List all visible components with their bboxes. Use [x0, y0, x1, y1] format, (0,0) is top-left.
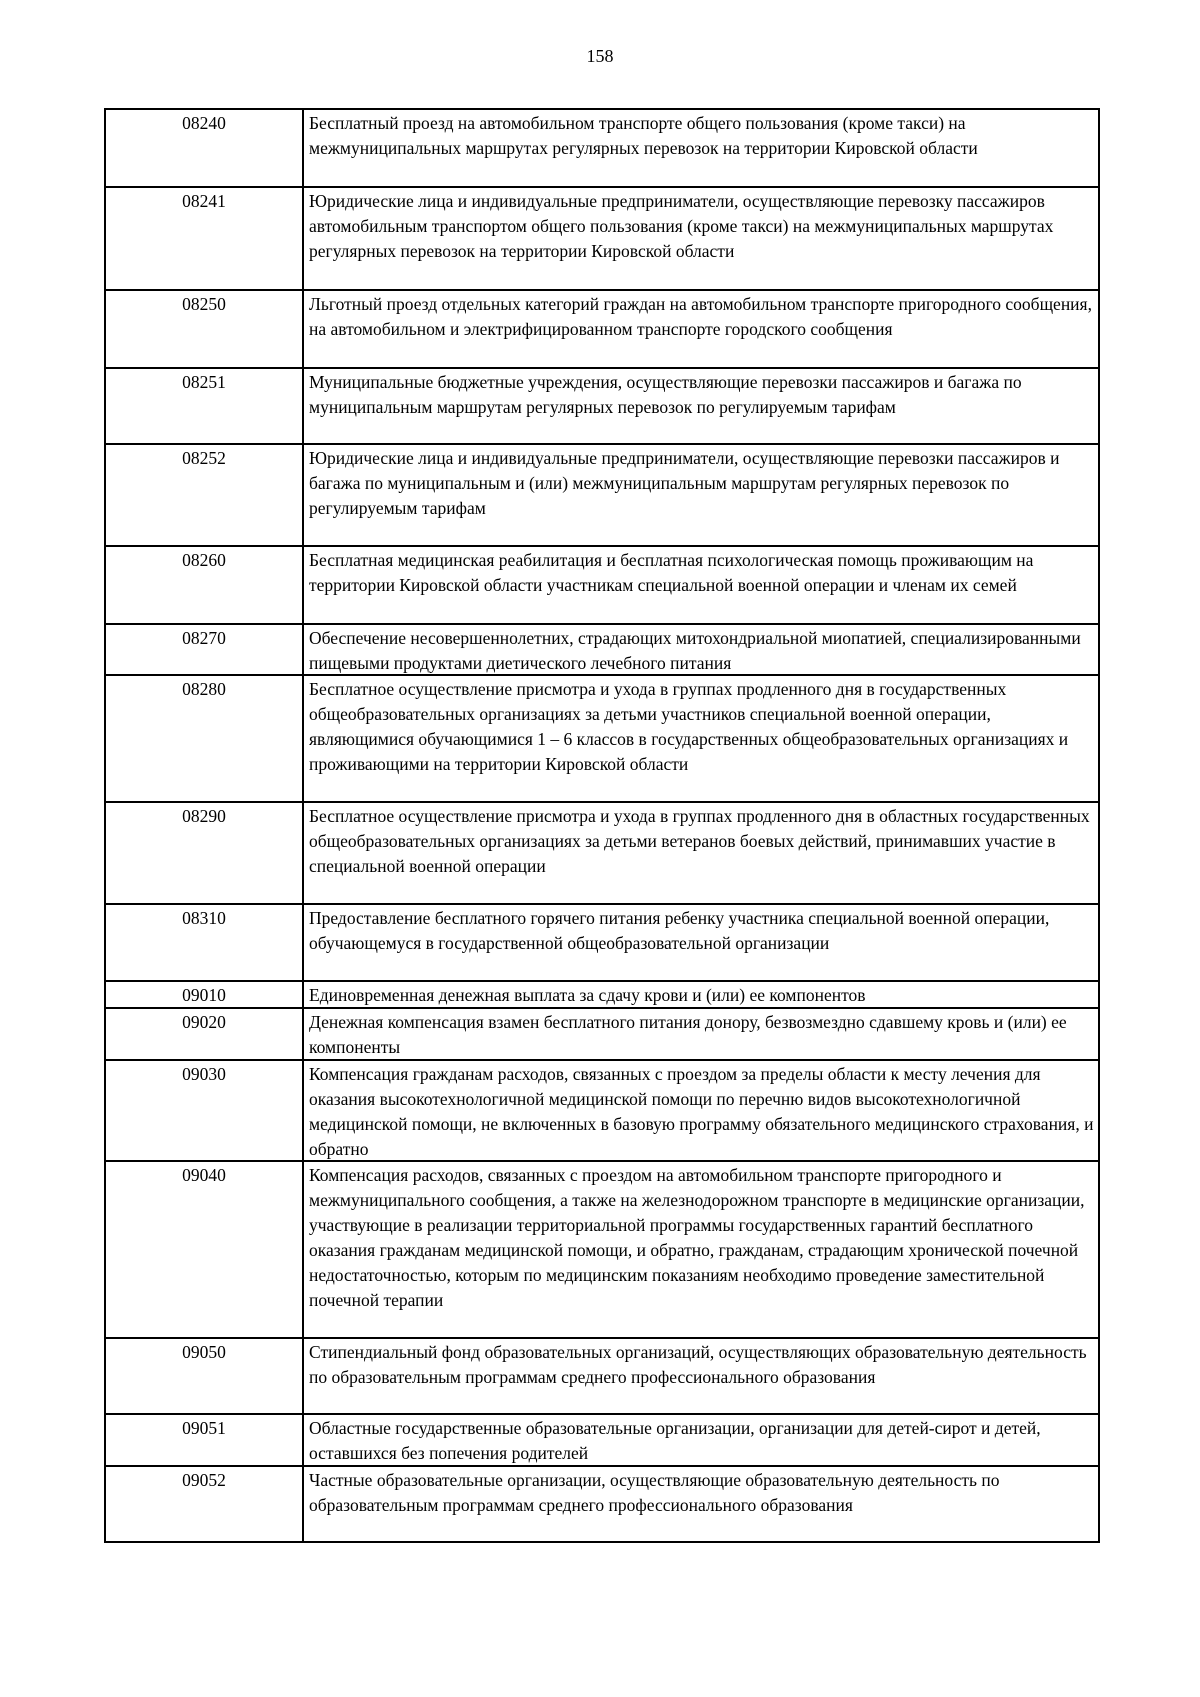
row-code: 08280 [106, 676, 304, 801]
row-description: Частные образовательные организации, осуществляющие образовательную деятельность по образовательным программам среднего профессионального образования [309, 1470, 1000, 1515]
row-code: 08290 [106, 803, 304, 903]
row-description: Муниципальные бюджетные учреждения, осуществляющие перевозки пассажиров и багажа по муниципальным маршрутам регулярных перевозок по регулируемым тарифам [309, 372, 1022, 417]
row-description: Юридические лица и индивидуальные предприниматели, осуществляющие перевозки пассажиров и багажа по муниципальным и (или) межмуниципальным маршрутам регулярных перевозок по регулируемым тарифам [309, 448, 1060, 518]
row-description: Обеспечение несовершеннолетних, страдающих митохондриальной миопатией, специализированными пищевыми продуктами диетического лечебного питания [309, 628, 1081, 673]
row-code: 08270 [106, 625, 304, 674]
table-row [106, 903, 1098, 980]
row-description: Предоставление бесплатного горячего питания ребенку участника специальной военной операции, обучающемуся в государственной общеобразовательной организации [309, 908, 1050, 953]
table-row [106, 1059, 1098, 1160]
row-description: Компенсация расходов, связанных с проездом на автомобильном транспорте пригородного и межмуниципального сообщения, а также на железнодорожном транспорте в медицинские организации, участвующие в реализации территориальной программы государственных гарантий бесплатного оказания гражданам медицинской помощи, и обратно, гражданам, страдающим хронической почечной недостаточностью, которым по медицинским показаниям необходимо проведение заместительной почечной терапии [309, 1165, 1085, 1310]
table-row [106, 1337, 1098, 1413]
table-row [106, 980, 1098, 1007]
row-description: Компенсация гражданам расходов, связанных с проездом за пределы области к месту лечения для оказания высокотехнологичной медицинской помощи по перечню видов высокотехнологичной медицинской помощи, не включенных в базовую программу обязательного медицинского страхования, и обратно [309, 1064, 1094, 1159]
row-description: Бесплатная медицинская реабилитация и бесплатная психологическая помощь проживающим на территории Кировской области участникам специальной военной операции и членам их семей [309, 550, 1034, 595]
row-description: Стипендиальный фонд образовательных организаций, осуществляющих образовательную деятельность по образовательным программам среднего профессионального образования [309, 1342, 1087, 1387]
row-code: 08251 [106, 369, 304, 443]
table-row [106, 1413, 1098, 1465]
table-row [106, 367, 1098, 443]
row-code: 09040 [106, 1162, 304, 1337]
row-description: Бесплатное осуществление присмотра и ухода в группах продленного дня в областных государственных общеобразовательных организациях за детьми ветеранов боевых действий, принимавших участие в специальной военной операции [309, 806, 1090, 876]
table-row [106, 110, 1098, 186]
table-row [106, 1007, 1098, 1059]
row-code: 08240 [106, 110, 304, 186]
row-description: Бесплатный проезд на автомобильном транспорте общего пользования (кроме такси) на межмуниципальных маршрутах регулярных перевозок на территории Кировской области [309, 113, 978, 158]
table-row [106, 1160, 1098, 1337]
row-code: 09051 [106, 1415, 304, 1465]
row-description: Денежная компенсация взамен бесплатного питания донору, безвозмездно сдавшему кровь и (или) ее компоненты [309, 1012, 1067, 1057]
table-row [106, 801, 1098, 903]
row-code: 08310 [106, 905, 304, 980]
codes-table [104, 108, 1100, 1543]
row-description: Льготный проезд отдельных категорий граждан на автомобильном транспорте пригородного сообщения, на автомобильном и электрифицированном транспорте городского сообщения [309, 294, 1092, 339]
table-row [106, 186, 1098, 289]
row-code: 08260 [106, 547, 304, 623]
table-row [106, 545, 1098, 623]
row-description: Единовременная денежная выплата за сдачу крови и (или) ее компонентов [309, 985, 866, 1005]
row-code: 08252 [106, 445, 304, 545]
row-code: 09050 [106, 1339, 304, 1413]
table-row [106, 674, 1098, 801]
row-code: 09020 [106, 1009, 304, 1059]
table-row [106, 623, 1098, 674]
row-description: Юридические лица и индивидуальные предприниматели, осуществляющие перевозку пассажиров автомобильным транспортом общего пользования (кроме такси) на межмуниципальных маршрутах регулярных перевозок на территории Кировской области [309, 191, 1054, 261]
row-code: 08250 [106, 291, 304, 367]
row-code: 08241 [106, 188, 304, 289]
table-row [106, 289, 1098, 367]
table-row [106, 1465, 1098, 1541]
table-row [106, 443, 1098, 545]
row-description: Бесплатное осуществление присмотра и ухода в группах продленного дня в государственных общеобразовательных организациях за детьми участников специальной военной операции, являющимися обучающимися 1 – 6 классов в государственных общеобразовательных организациях и проживающими на территории Кировской области [309, 679, 1069, 774]
row-code: 09030 [106, 1061, 304, 1160]
row-code: 09010 [106, 982, 304, 1007]
row-description: Областные государственные образовательные организации, организации для детей-сирот и детей, оставшихся без попечения родителей [309, 1418, 1041, 1463]
row-code: 09052 [106, 1467, 304, 1541]
page-number: 158 [586, 46, 614, 66]
